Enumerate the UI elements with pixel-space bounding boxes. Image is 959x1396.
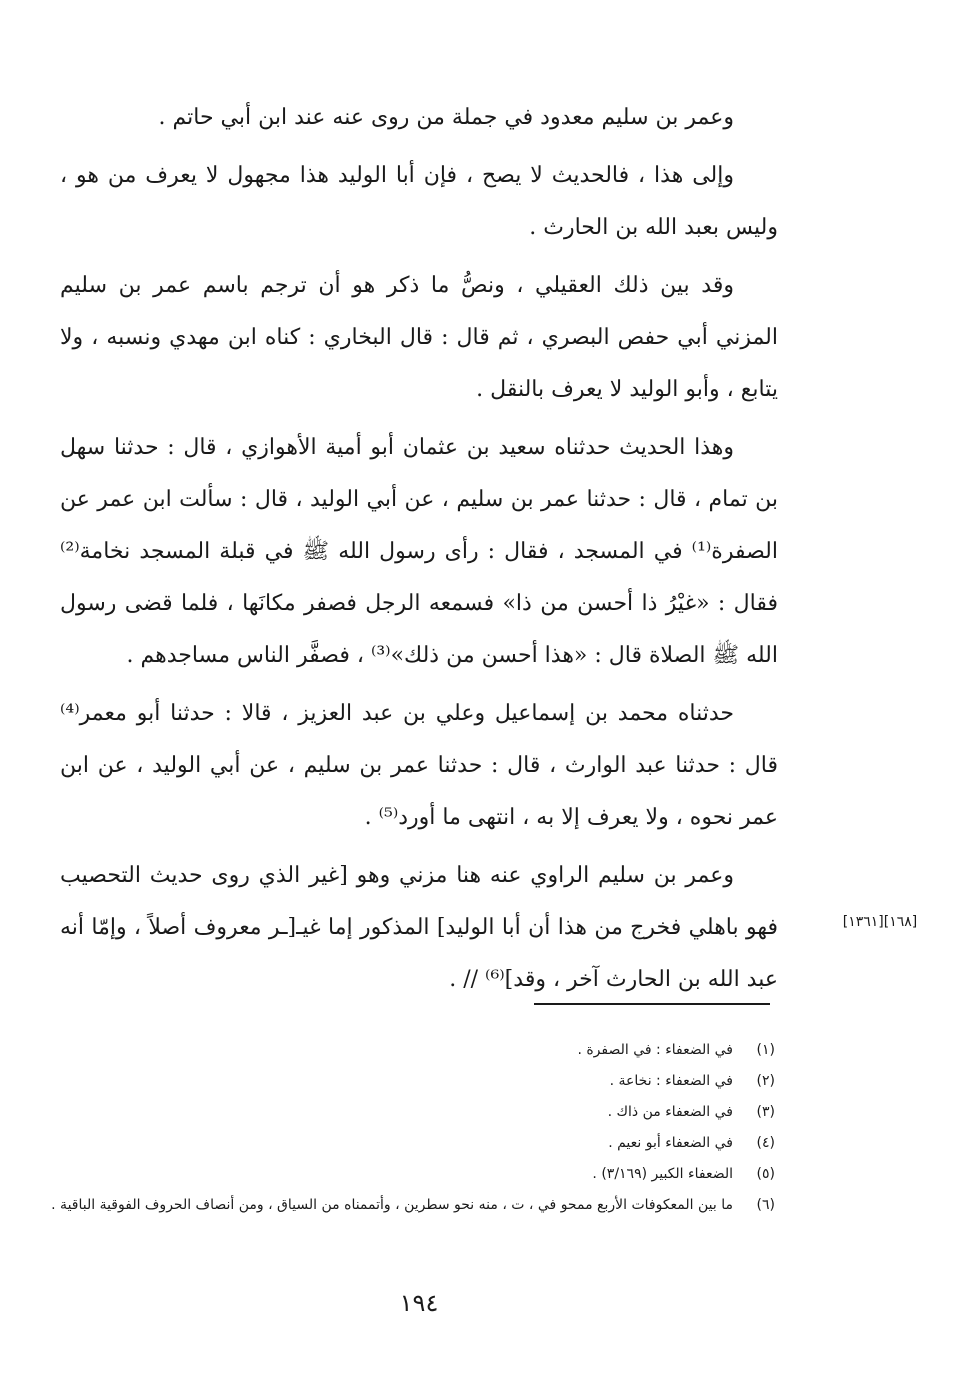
paragraph-6: وعمر بن سليم الراوي عنه هنا مزني وهو [غير الذي روى حديث التحصيب فهو باهلي فخرج من هذا أن أبا الوليد] المذكور إما غيـ[ـر معروف أصلاً ، وإمّا أنه عبد الله بن الحارث آخر ، وقد]⁽⁶⁾ // . — [60, 863, 778, 992]
footnote-text: ما بين المعكوفات الأربع ممحو في ، ت ، منه نحو سطرين ، وأتممناه من السياق ، ومن أنصاف الحروف الفوقية الباقية . — [51, 1197, 733, 1213]
footnote-text: في الضعفاء من ذاك . — [607, 1104, 733, 1120]
footnote-text: في الضعفاء : في الصفرة . — [577, 1042, 733, 1058]
paragraph-2: وإلى هذا ، فالحديث لا يصح ، فإن أبا الوليد هذا مجهول لا يعرف من هو ، وليس بعبد الله بن الحارث . — [60, 163, 778, 240]
footnote-text: الضعفاء الكبير (٣/١٦٩) . — [592, 1166, 733, 1182]
manuscript-folio-reference: [١٦٨][١٣٦١] — [842, 914, 918, 930]
footnote-3 — [50, 1097, 775, 1128]
footnote-1 — [50, 1035, 775, 1066]
footnote-4 — [50, 1128, 775, 1159]
paragraph-3: وقد بين ذلك العقيلي ، ونصُّ ما ذكر هو أن ترجم باسم عمر بن سليم المزني أبي حفص البصري ، ثم قال : قال البخاري : كناه ابن مهدي ونسبه ، ولا يتابع ، وأبو الوليد لا يعرف بالنقل . — [60, 273, 778, 402]
paragraph-1: وعمر بن سليم معدود في جملة من روى عنه عند ابن أبي حاتم . — [158, 105, 734, 130]
footnote-divider — [534, 1003, 770, 1005]
page-number: ١٩٤ — [399, 1289, 439, 1317]
paragraph-5: حدثناه محمد بن إسماعيل وعلي بن عبد العزيز ، قالا : حدثنا أبو معمر⁽⁴⁾ قال : حدثنا عبد الوارث ، قال : حدثنا عمر بن سليم ، عن أبي الوليد ، عن ابن عمر نحوه ، ولا يعرف إلا به ، انتهى ما أورد⁽⁵⁾ . — [60, 701, 778, 830]
footnote-number: (١) — [756, 1042, 775, 1058]
footnote-2 — [50, 1066, 775, 1097]
paragraph-4: وهذا الحديث حدثناه سعيد بن عثمان أبو أمية الأهوازي ، قال : حدثنا سهل بن تمام ، قال : حدثنا عمر بن سليم ، عن أبي الوليد ، قال : سألت ابن عمر عن الصفرة⁽¹⁾ في المسجد ، فقال : رأى رسول الله ﷺ في قبلة المسجد نخامة⁽²⁾ فقال : «غيْرُ ذا أحسن من ذا» فسمعه الرجل فصفر مكانَها ، فلما قضى رسول الله ﷺ الصلاة قال : «هذا أحسن من ذلك»⁽³⁾ ، فصفَّر الناس مساجدهم . — [60, 435, 778, 668]
footnote-number: (٦) — [756, 1197, 775, 1213]
footnote-5 — [50, 1159, 775, 1190]
main-text — [60, 92, 778, 1012]
footnote-text: في الضعفاء أبو نعيم . — [608, 1135, 733, 1151]
footnote-number: (٢) — [756, 1073, 775, 1089]
footnote-number: (٣) — [756, 1104, 775, 1120]
footnote-6 — [50, 1190, 775, 1221]
footnote-text: في الضعفاء : نخاعة . — [609, 1073, 733, 1089]
footnotes — [50, 1035, 775, 1221]
footnote-number: (٤) — [756, 1135, 775, 1151]
footnote-number: (٥) — [756, 1166, 775, 1182]
